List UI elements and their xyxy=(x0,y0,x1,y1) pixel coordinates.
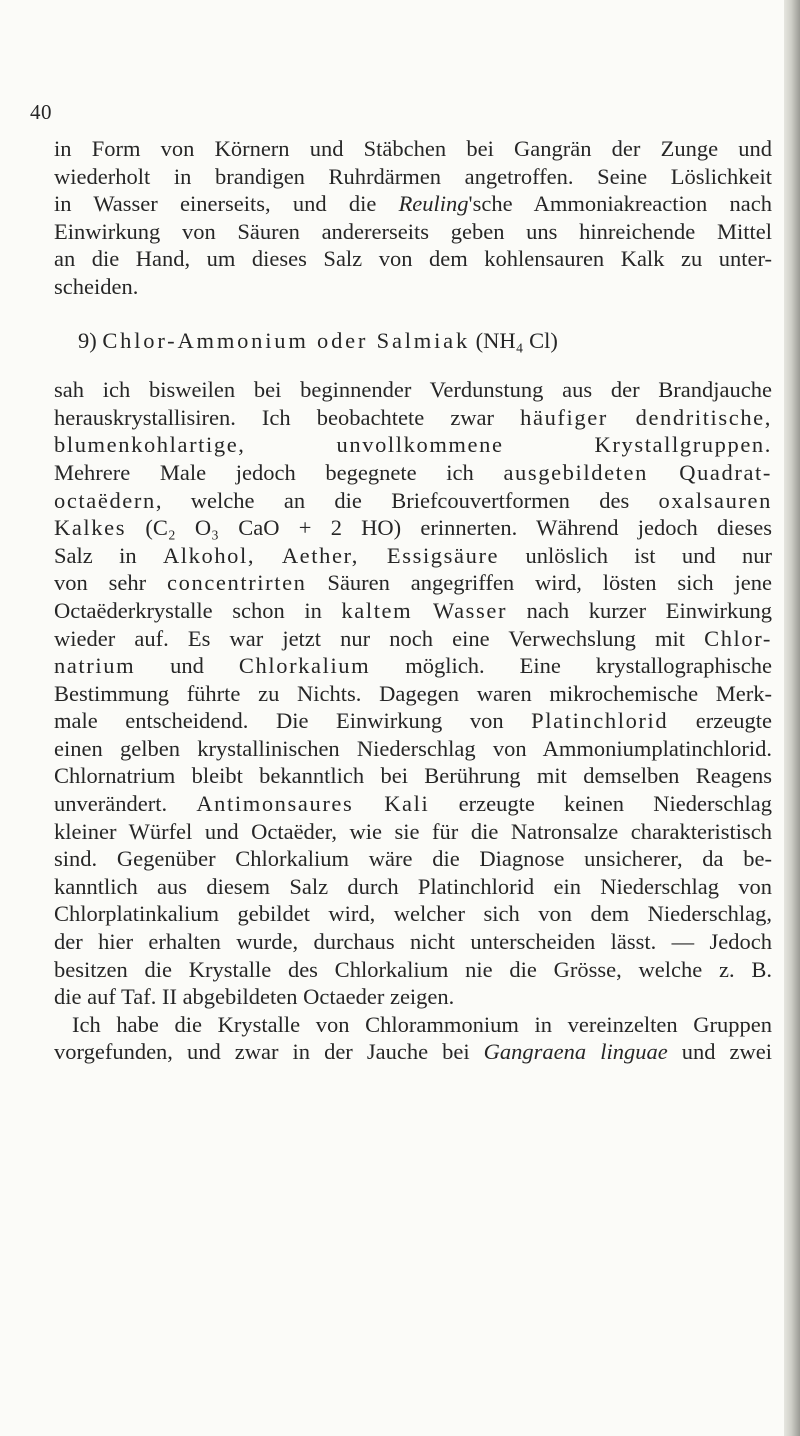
text-line: kleiner Würfel und Octaëder, wie sie für die Natronsalze charakteristisch xyxy=(54,818,772,844)
paragraph-3 xyxy=(54,1011,772,1066)
emphasis: kaltem Wasser xyxy=(341,597,508,623)
text-line: Chlorplatinkalium gebildet wird, welcher sich von dem Niederschlag, xyxy=(54,901,772,927)
text-span: male entscheidend. Die Einwirkung von xyxy=(54,708,532,734)
emphasis: octaëdern xyxy=(54,487,156,513)
text-span: vorgefunden, und zwar in der Jauche bei xyxy=(54,1039,484,1065)
text-line: der hier erhalten wurde, durchaus nicht unterscheiden lässt. — Jedoch xyxy=(54,929,772,955)
text-span: wieder auf. Es war jetzt nur noch eine Verwechslung mit xyxy=(54,625,705,651)
text-line xyxy=(54,707,772,735)
text-line xyxy=(54,190,772,218)
text-span: erzeugte keinen Niederschlag xyxy=(429,791,772,817)
text-span: wiederholt in brandigen Ruhrdärmen angetroffen. Seine Löslichkeit xyxy=(54,163,772,189)
text-span: unverändert. xyxy=(54,791,197,817)
emphasis: Platinchlorid xyxy=(531,708,669,734)
chemical-formula: (NH₄ Cl) xyxy=(470,327,558,353)
text-span: erzeugte xyxy=(668,708,772,734)
text-span: und xyxy=(135,653,239,679)
section-number: 9) xyxy=(78,327,103,353)
emphasis: concentrirten xyxy=(167,570,307,596)
emphasis: Chlorkalium xyxy=(238,653,371,679)
text-span: und zwei xyxy=(667,1039,772,1065)
text-line xyxy=(54,597,772,625)
text-span: Säuren angegriffen wird, lösten sich jene xyxy=(306,570,772,596)
paragraph-2 xyxy=(54,376,772,1011)
emphasis: ausgebildeten Quadrat- xyxy=(503,459,772,485)
emphasis: Chlor- xyxy=(704,625,772,651)
page-edge xyxy=(784,0,800,1436)
text-line: Einwirkung von Säuren andererseits geben uns hinreichende Mittel xyxy=(54,218,772,244)
emphasis: häufiger dendritische, xyxy=(520,404,772,430)
page-number: 40 xyxy=(30,100,52,124)
text-line: an die Hand, um dieses Salz von dem kohlensauren Kalk zu unter- xyxy=(54,246,772,272)
text-line xyxy=(54,404,772,432)
text-line: kanntlich aus diesem Salz durch Platinchlorid ein Niederschlag von xyxy=(54,873,772,899)
text-line: in Form von Körnern und Stäbchen bei Gangrän der Zunge und xyxy=(54,136,772,161)
text-line xyxy=(54,163,772,191)
text-span: 'sche Ammoniakreaction nach xyxy=(468,191,772,217)
text-line: Ich habe die Krystalle von Chlorammonium in vereinzelten Gruppen xyxy=(72,1011,772,1037)
section-heading xyxy=(78,327,772,355)
text-line xyxy=(54,569,772,597)
page-body xyxy=(54,135,772,1066)
text-line: einen gelben krystallinischen Niederschlag von Ammoniumplatinchlorid. xyxy=(54,735,772,761)
emphasis: oxalsauren xyxy=(658,487,772,513)
text-line: sind. Gegenüber Chlorkalium wäre die Diagnose unsicherer, da be- xyxy=(54,846,772,872)
disease-name: Gangraena linguae xyxy=(483,1039,668,1065)
emphasis: Kalkes xyxy=(54,515,127,541)
text-line: scheiden. xyxy=(54,273,139,299)
text-span: in Wasser einerseits, und die xyxy=(54,191,399,217)
text-line: sah ich bisweilen bei beginnender Verdunstung aus der Brandjauche xyxy=(54,377,772,403)
text-line xyxy=(54,790,772,818)
text-line xyxy=(54,459,772,487)
text-span: nach kurzer Einwirkung xyxy=(507,597,772,623)
text-span: von sehr xyxy=(54,570,168,596)
text-line: Chlornatrium bleibt bekanntlich bei Berührung mit demselben Reagens xyxy=(54,763,772,789)
text-span: Octaëderkrystalle schon in xyxy=(54,597,342,623)
emphasis: Alkohol, Aether, Essigsäure xyxy=(162,542,500,568)
text-span: (C₂ O₃ CaO + 2 HO) erinnerten. Während jedoch dieses xyxy=(126,515,772,541)
text-line xyxy=(54,652,772,680)
emphasis: Antimonsaures Kali xyxy=(196,791,430,817)
text-span: möglich. Eine krystallographische xyxy=(370,653,772,679)
text-span: Salz in xyxy=(54,542,163,568)
section-title: Chlor-Ammonium oder Salmiak xyxy=(102,327,470,353)
text-line xyxy=(54,625,772,653)
text-line xyxy=(54,1038,772,1066)
text-span: herauskrystallisiren. Ich beobachtete zwar xyxy=(54,404,521,430)
text-span: unlöslich ist und nur xyxy=(499,542,772,568)
text-line: Bestimmung führte zu Nichts. Dagegen waren mikrochemische Merk- xyxy=(54,680,772,706)
text-span: Mehrere Male jedoch begegnete ich xyxy=(54,459,504,485)
text-line xyxy=(54,514,772,542)
paragraph-1 xyxy=(54,135,772,301)
text-span: , welche an die Briefcouvertformen des xyxy=(155,487,659,513)
text-line: die auf Taf. II abgebildeten Octaeder zeigen. xyxy=(54,984,455,1010)
author-name: Reuling xyxy=(398,191,469,217)
text-line xyxy=(54,542,772,570)
text-line-emphasis: blumenkohlartige, unvollkommene Krystallgruppen. xyxy=(54,432,772,458)
text-line xyxy=(54,487,772,515)
text-line: besitzen die Krystalle des Chlorkalium nie die Grösse, welche z. B. xyxy=(54,956,772,982)
emphasis: natrium xyxy=(54,653,136,679)
